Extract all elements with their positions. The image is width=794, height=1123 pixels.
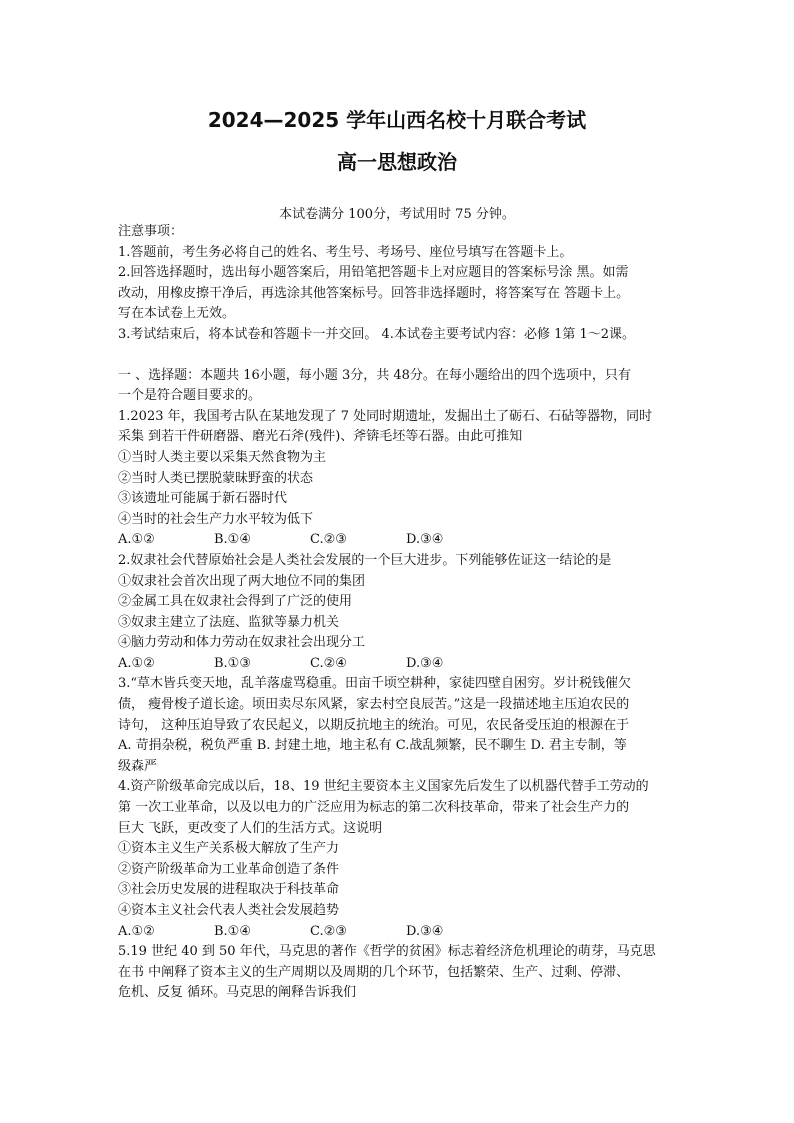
option-d: D.③④ bbox=[406, 923, 444, 939]
statement-item: ③奴隶主建立了法庭、监狱等暴力机关 bbox=[118, 614, 340, 630]
question-stem: 3.“草木皆兵变天地，乱羊落虚骂稳重。田亩千顷空耕种，家徒四壁自困穷。岁计税钱催欠 bbox=[118, 676, 632, 692]
answer-options bbox=[118, 654, 678, 675]
option-d: D.③④ bbox=[406, 655, 444, 671]
question-options-line: A. 苛捐杂税，税负严重 B. 封建土地，地主私有 C.战乱频繁，民不聊生 D. 君主专制，等 bbox=[118, 738, 627, 754]
section-heading: 一 、选择题：本题共 16小题，每小题 3分，共 48分。在每小题给出的四个选项中，只有 bbox=[118, 367, 631, 383]
statement-item: ③该遗址可能属于新石器时代 bbox=[118, 491, 288, 507]
statement-item: ②资产阶级革命为工业革命创造了条件 bbox=[118, 861, 340, 877]
question-stem: 诗句， 这种压迫导致了农民起义，以期反抗地主的统治。可见，农民备受压迫的根源在于 bbox=[118, 717, 630, 733]
notice-line: 1.答题前，考生务必将自己的姓名、考生号、考场号、座位号填写在答题卡上。 bbox=[118, 244, 573, 260]
option-a: A.①② bbox=[118, 923, 155, 939]
notice-heading: 注意事项： bbox=[118, 224, 184, 239]
question-stem: 第 一次工业革命，以及以电力的广泛应用为标志的第二次科技革命，带来了社会生产力的 bbox=[118, 800, 630, 816]
statement-item: ①奴隶社会首次出现了两大地位不同的集团 bbox=[118, 573, 366, 589]
answer-options bbox=[118, 530, 678, 551]
option-c: C.②③ bbox=[310, 532, 347, 548]
question-options-line: 级森严 bbox=[118, 758, 158, 774]
question-3 bbox=[118, 674, 678, 777]
question-stem: 5.19 世纪 40 到 50 年代，马克思的著作《哲学的贫困》标志着经济危机理论的萌芽，马克思 bbox=[118, 944, 656, 960]
question-stem: 2.奴隶社会代替原始社会是人类社会发展的一个巨大进步。下列能够佐证这一结论的是 bbox=[118, 552, 612, 568]
exam-info: 本试卷满分 100分，考试用时 75 分钟。 bbox=[279, 207, 515, 222]
statement-item: ①资本主义生产关系极大解放了生产力 bbox=[118, 841, 340, 857]
question-1 bbox=[118, 407, 678, 551]
question-5 bbox=[118, 942, 678, 1004]
question-stem: 采集 到若干件研磨器、磨光石斧(残件)、斧锛毛坯等石器。由此可推知 bbox=[118, 429, 523, 445]
section-heading: 一个是符合题目要求的。 bbox=[118, 388, 262, 404]
option-b: B.①③ bbox=[214, 655, 251, 671]
notice-line: 3.考试结束后，将本试卷和答题卡一并交回。 4.本试卷主要考试内容：必修 1第 1～2课。 bbox=[118, 326, 636, 342]
question-stem: 在书 中阐释了资本主义的生产周期以及周期的几个环节，包括繁荣、生产、过剩、停滞、 bbox=[118, 964, 630, 980]
statement-item: ④资本主义社会代表人类社会发展趋势 bbox=[118, 903, 340, 918]
option-b: B.①④ bbox=[214, 923, 251, 939]
notice-line: 2.回答选择题时，选出每小题答案后，用铅笔把答题卡上对应题目的答案标号涂 黑。如需 bbox=[118, 265, 629, 281]
option-b: B.①④ bbox=[214, 532, 251, 548]
question-stem: 4.资产阶级革命完成以后，18、19 世纪主要资本主义国家先后发生了以机器代替手工劳动的 bbox=[118, 779, 649, 795]
question-stem: 债， 瘦骨梭子道长途。顷田卖尽东风紧，家去村空良辰苦。”这是一段描述地主压迫农民的 bbox=[118, 697, 630, 713]
option-a: A.①② bbox=[118, 655, 155, 671]
exam-title: 2024—2025 学年山西名校十月联合考试 bbox=[207, 108, 587, 132]
statement-item: ①当时人类主要以采集天然食物为主 bbox=[118, 449, 327, 465]
exam-body bbox=[118, 222, 678, 1004]
notice-line: 写在本试卷上无效。 bbox=[118, 306, 236, 322]
statement-item: ②金属工具在奴隶社会得到了广泛的使用 bbox=[118, 594, 353, 610]
statement-item: ②当时人类已摆脱蒙昧野蛮的状态 bbox=[118, 470, 314, 486]
option-a: A.①② bbox=[118, 532, 155, 548]
statement-item: ③社会历史发展的进程取决于科技革命 bbox=[118, 882, 340, 898]
question-4 bbox=[118, 777, 678, 942]
option-c: C.②④ bbox=[310, 655, 347, 671]
subject-title: 高一思想政治 bbox=[337, 150, 457, 174]
statement-item: ④脑力劳动和体力劳动在奴隶社会出现分工 bbox=[118, 635, 366, 651]
question-stem: 1.2023 年，我国考古队在某地发现了 7 处同时期遗址，发掘出土了砺石、石砧等器物，同时 bbox=[118, 408, 653, 424]
question-stem: 巨大 飞跃，更改变了人们的生活方式。这说明 bbox=[118, 820, 383, 836]
question-2 bbox=[118, 551, 678, 675]
option-c: C.②③ bbox=[310, 923, 347, 939]
answer-options bbox=[118, 922, 678, 943]
notice-line: 改动，用橡皮擦干净后，再选涂其他答案标号。回答非选择题时，将答案写在 答题卡上。 bbox=[118, 285, 630, 301]
question-stem: 危机、反复 循环。马克思的阐释告诉我们 bbox=[118, 985, 357, 1001]
statement-item: ④当时的社会生产力水平较为低下 bbox=[118, 511, 314, 527]
option-d: D.③④ bbox=[406, 532, 444, 548]
